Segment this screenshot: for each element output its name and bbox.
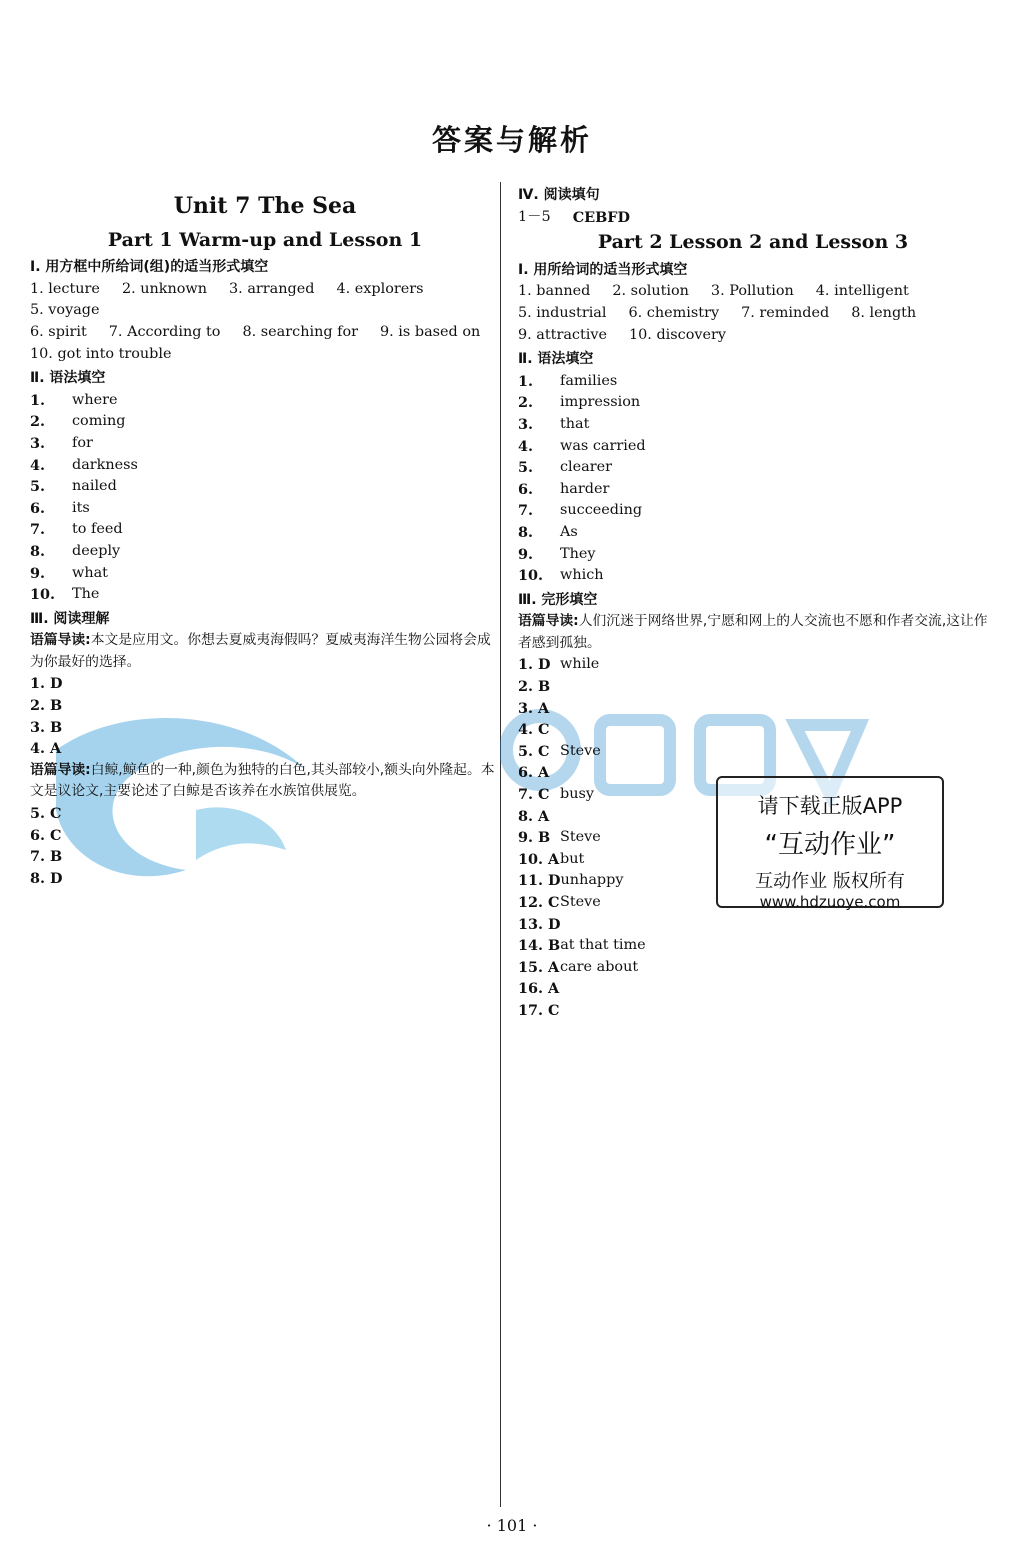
answer-item: 6. spirit xyxy=(30,323,87,340)
answer-number: 8. D xyxy=(30,869,63,887)
answer-entry xyxy=(518,371,988,393)
answer-text: its xyxy=(72,499,90,516)
answer-text: succeeding xyxy=(560,502,643,519)
guide-text: 本文是应用文。你想去夏威夷海假吗？夏威夷海洋生物公园将会成为你最好的选择。 xyxy=(30,632,491,670)
column-divider xyxy=(500,182,501,1507)
answer-number: 1. xyxy=(30,391,46,409)
answer-text: was carried xyxy=(560,437,646,454)
answer-item: 8. length xyxy=(851,304,917,321)
answer-number: 2. B xyxy=(30,697,63,715)
answer-row xyxy=(518,325,988,347)
section-heading: Ⅰ. 用方框中所给词(组)的适当形式填空 xyxy=(30,259,269,276)
answer-number: 10. xyxy=(518,567,544,585)
answer-text: families xyxy=(560,372,618,389)
answer-item: 1. banned xyxy=(518,283,591,300)
answer-text xyxy=(72,673,500,695)
answer-text: busy xyxy=(560,786,594,803)
answer-text xyxy=(72,803,500,825)
answer-entry xyxy=(518,1000,988,1022)
answer-text: The xyxy=(72,586,100,603)
answer-number: 2. xyxy=(518,394,534,412)
passage-guide xyxy=(30,630,500,673)
answer-item: 4. intelligent xyxy=(815,283,909,300)
page-title: 答案与解析 xyxy=(431,123,592,157)
answer-entry xyxy=(30,695,500,717)
answer-item: 7. According to xyxy=(108,323,221,340)
answer-number: 16. A xyxy=(518,980,560,998)
answer-text: darkness xyxy=(72,456,138,473)
answer-number: 8. xyxy=(518,523,534,541)
answer-number: 1. D xyxy=(518,656,551,674)
answer-item: 7. reminded xyxy=(741,304,830,321)
answer-number: 14. B xyxy=(518,937,561,955)
answer-number: 15. A xyxy=(518,958,560,976)
answer-text xyxy=(72,868,500,890)
answer-item: 3. arranged xyxy=(229,280,315,297)
answer-text: which xyxy=(560,567,604,584)
answer-text xyxy=(560,676,988,698)
answer-item: 8. searching for xyxy=(242,323,358,340)
section-heading: Ⅳ. 阅读填句 xyxy=(518,187,600,203)
page-number: · 101 · xyxy=(486,1516,538,1535)
answer-item: 4. explorers xyxy=(336,280,424,297)
section-heading: Ⅱ. 语法填空 xyxy=(518,351,594,368)
answer-text: impression xyxy=(560,394,641,411)
answer-row xyxy=(518,207,988,229)
answer-text xyxy=(560,1000,988,1022)
answer-text: harder xyxy=(560,480,610,497)
guide-label: 语篇导读: xyxy=(518,613,579,630)
answer-text: at that time xyxy=(560,937,646,954)
answer-number: 4. C xyxy=(518,721,550,739)
answer-number: 6. xyxy=(518,480,534,498)
stamp-url: www.hdzuoye.com xyxy=(759,893,901,911)
answer-entry xyxy=(30,476,500,498)
answer-item: 9. is based on xyxy=(380,323,481,340)
answer-text: As xyxy=(560,523,578,540)
answer-number: 5. C xyxy=(30,805,62,823)
answer-number: 2. B xyxy=(518,678,551,696)
answer-number: 12. C xyxy=(518,894,560,911)
answer-number: 2. xyxy=(30,413,46,431)
answer-entry xyxy=(518,544,988,566)
answer-text xyxy=(560,719,988,741)
answer-number: 8. A xyxy=(518,807,550,825)
answer-text: for xyxy=(72,434,93,451)
part-title: Part 1 Warm-up and Lesson 1 xyxy=(107,228,423,251)
answer-text: They xyxy=(560,545,596,562)
answer-number: 8. xyxy=(30,542,46,560)
answer-number: 1－5 xyxy=(518,208,551,225)
part-title: Part 2 Lesson 2 and Lesson 3 xyxy=(597,231,909,254)
guide-label: 语篇导读: xyxy=(30,761,91,778)
answer-text: but xyxy=(560,850,585,867)
answer-number: 11. D xyxy=(518,872,561,890)
answer-entry xyxy=(30,673,500,695)
answer-item: 2. unknown xyxy=(121,280,208,297)
answer-text: coming xyxy=(72,413,126,430)
answer-number: 6. xyxy=(30,499,46,517)
section-heading: Ⅲ. 阅读理解 xyxy=(30,610,110,627)
answer-number: 5. xyxy=(30,478,46,496)
answer-entry xyxy=(30,519,500,541)
answer-entry xyxy=(518,392,988,414)
answer-row xyxy=(518,281,988,303)
answer-entry xyxy=(518,654,988,676)
section-heading: Ⅲ. 完形填空 xyxy=(518,591,598,608)
answer-row xyxy=(30,322,500,344)
answer-item: CEBFD xyxy=(572,208,630,226)
answer-number: 7. xyxy=(30,521,46,539)
answer-text xyxy=(560,698,988,720)
answer-text: what xyxy=(72,564,108,581)
answer-number: 9. xyxy=(30,564,46,582)
section-heading: Ⅰ. 用所给词的适当形式填空 xyxy=(518,261,688,278)
answer-number: 9. xyxy=(518,545,534,563)
guide-text: 人们沉迷于网络世界,宁愿和网上的人交流也不愿和作者交流,这让作者感到孤独。 xyxy=(518,613,988,651)
answer-entry xyxy=(518,500,988,522)
answer-entry xyxy=(518,957,988,979)
left-column xyxy=(30,182,500,889)
answer-number: 17. C xyxy=(518,1001,560,1019)
answer-number: 3. xyxy=(518,415,534,433)
answer-entry xyxy=(30,803,500,825)
answer-text xyxy=(72,825,500,847)
answer-entry xyxy=(30,433,500,455)
answer-entry xyxy=(518,479,988,501)
answer-number: 3. B xyxy=(30,718,63,736)
answer-entry xyxy=(518,522,988,544)
answer-text: care about xyxy=(560,958,639,975)
answer-entry xyxy=(30,717,500,739)
answer-text xyxy=(72,695,500,717)
answer-number: 5. C xyxy=(518,742,550,760)
answer-number: 1. xyxy=(518,372,534,390)
answer-entry xyxy=(30,846,500,868)
copyright-stamp xyxy=(716,776,944,911)
answer-item: 6. chemistry xyxy=(628,304,720,321)
answer-entry xyxy=(30,541,500,563)
answer-text xyxy=(72,846,500,868)
answer-item: 10. got into trouble xyxy=(30,345,172,362)
answer-item: 5. voyage xyxy=(30,302,100,319)
answer-text: unhappy xyxy=(560,872,624,889)
answer-number: 5. xyxy=(518,459,534,477)
answer-item: 2. solution xyxy=(612,283,689,300)
answer-text xyxy=(560,978,988,1000)
answer-row xyxy=(30,279,500,322)
answer-entry xyxy=(518,436,988,458)
answer-text: deeply xyxy=(72,542,121,559)
answer-entry xyxy=(30,868,500,890)
answer-text: Steve xyxy=(560,894,601,910)
answer-item: 9. attractive xyxy=(518,326,607,343)
answer-number: 1. D xyxy=(30,675,63,693)
answer-row xyxy=(518,303,988,325)
stamp-line: 请下载正版APP xyxy=(757,794,903,818)
answer-row xyxy=(30,344,500,366)
answer-text: where xyxy=(72,391,118,408)
answer-number: 9. B xyxy=(518,829,551,847)
answer-entry xyxy=(518,935,988,957)
answer-entry xyxy=(30,825,500,847)
answer-entry xyxy=(30,584,500,606)
answer-text: clearer xyxy=(560,459,613,476)
answer-number: 7. C xyxy=(518,786,550,804)
answer-entry xyxy=(30,455,500,477)
answer-number: 7. B xyxy=(30,848,63,866)
answer-text xyxy=(72,738,500,760)
answer-entry xyxy=(518,741,988,763)
answer-text: while xyxy=(560,656,600,673)
answer-item: 3. Pollution xyxy=(710,283,794,300)
answer-number: 4. xyxy=(30,456,46,474)
answer-item: 5. industrial xyxy=(518,304,607,321)
answer-entry xyxy=(518,719,988,741)
answer-item: 10. discovery xyxy=(629,326,727,343)
answer-entry xyxy=(518,978,988,1000)
answer-number: 6. C xyxy=(30,826,62,844)
answer-entry xyxy=(30,411,500,433)
answer-item: 1. lecture xyxy=(30,280,100,297)
answer-entry xyxy=(30,498,500,520)
passage-guide xyxy=(30,760,500,803)
answer-entry xyxy=(518,457,988,479)
answer-number: 13. D xyxy=(518,915,561,933)
stamp-line: 互动作业 版权所有 xyxy=(755,871,905,892)
answer-number: 3. xyxy=(30,434,46,452)
answer-entry xyxy=(30,390,500,412)
answer-text xyxy=(72,717,500,739)
answer-number: 10. A xyxy=(518,850,560,868)
answer-entry xyxy=(518,698,988,720)
answer-entry xyxy=(518,565,988,587)
answer-text: to feed xyxy=(72,521,123,538)
answer-number: 10. xyxy=(30,586,56,604)
answer-number: 6. A xyxy=(518,764,550,782)
guide-label: 语篇导读: xyxy=(30,632,91,649)
stamp-line: “互动作业” xyxy=(764,830,896,860)
answer-text: Steve xyxy=(560,829,601,846)
answer-text: that xyxy=(560,415,590,432)
answer-entry xyxy=(30,738,500,760)
section-heading: Ⅱ. 语法填空 xyxy=(30,370,106,387)
answer-number: 3. A xyxy=(518,699,550,717)
answer-text: Steve xyxy=(560,742,601,759)
answer-number: 7. xyxy=(518,502,534,520)
answer-entry xyxy=(518,676,988,698)
answer-entry xyxy=(30,563,500,585)
guide-text: 白鲸,鲸鱼的一种,颜色为独特的白色,其头部较小,额头向外隆起。本文是议论文,主要论述了白鲸是否该养在水族馆供展览。 xyxy=(30,761,495,800)
answer-number: 4. xyxy=(518,437,534,455)
answer-entry xyxy=(518,414,988,436)
answer-text: nailed xyxy=(72,478,117,495)
answer-text xyxy=(561,914,988,936)
answer-number: 4. A xyxy=(30,740,62,758)
passage-guide xyxy=(518,611,988,654)
unit-title: Unit 7 The Sea xyxy=(173,193,357,219)
answer-entry xyxy=(518,914,988,936)
